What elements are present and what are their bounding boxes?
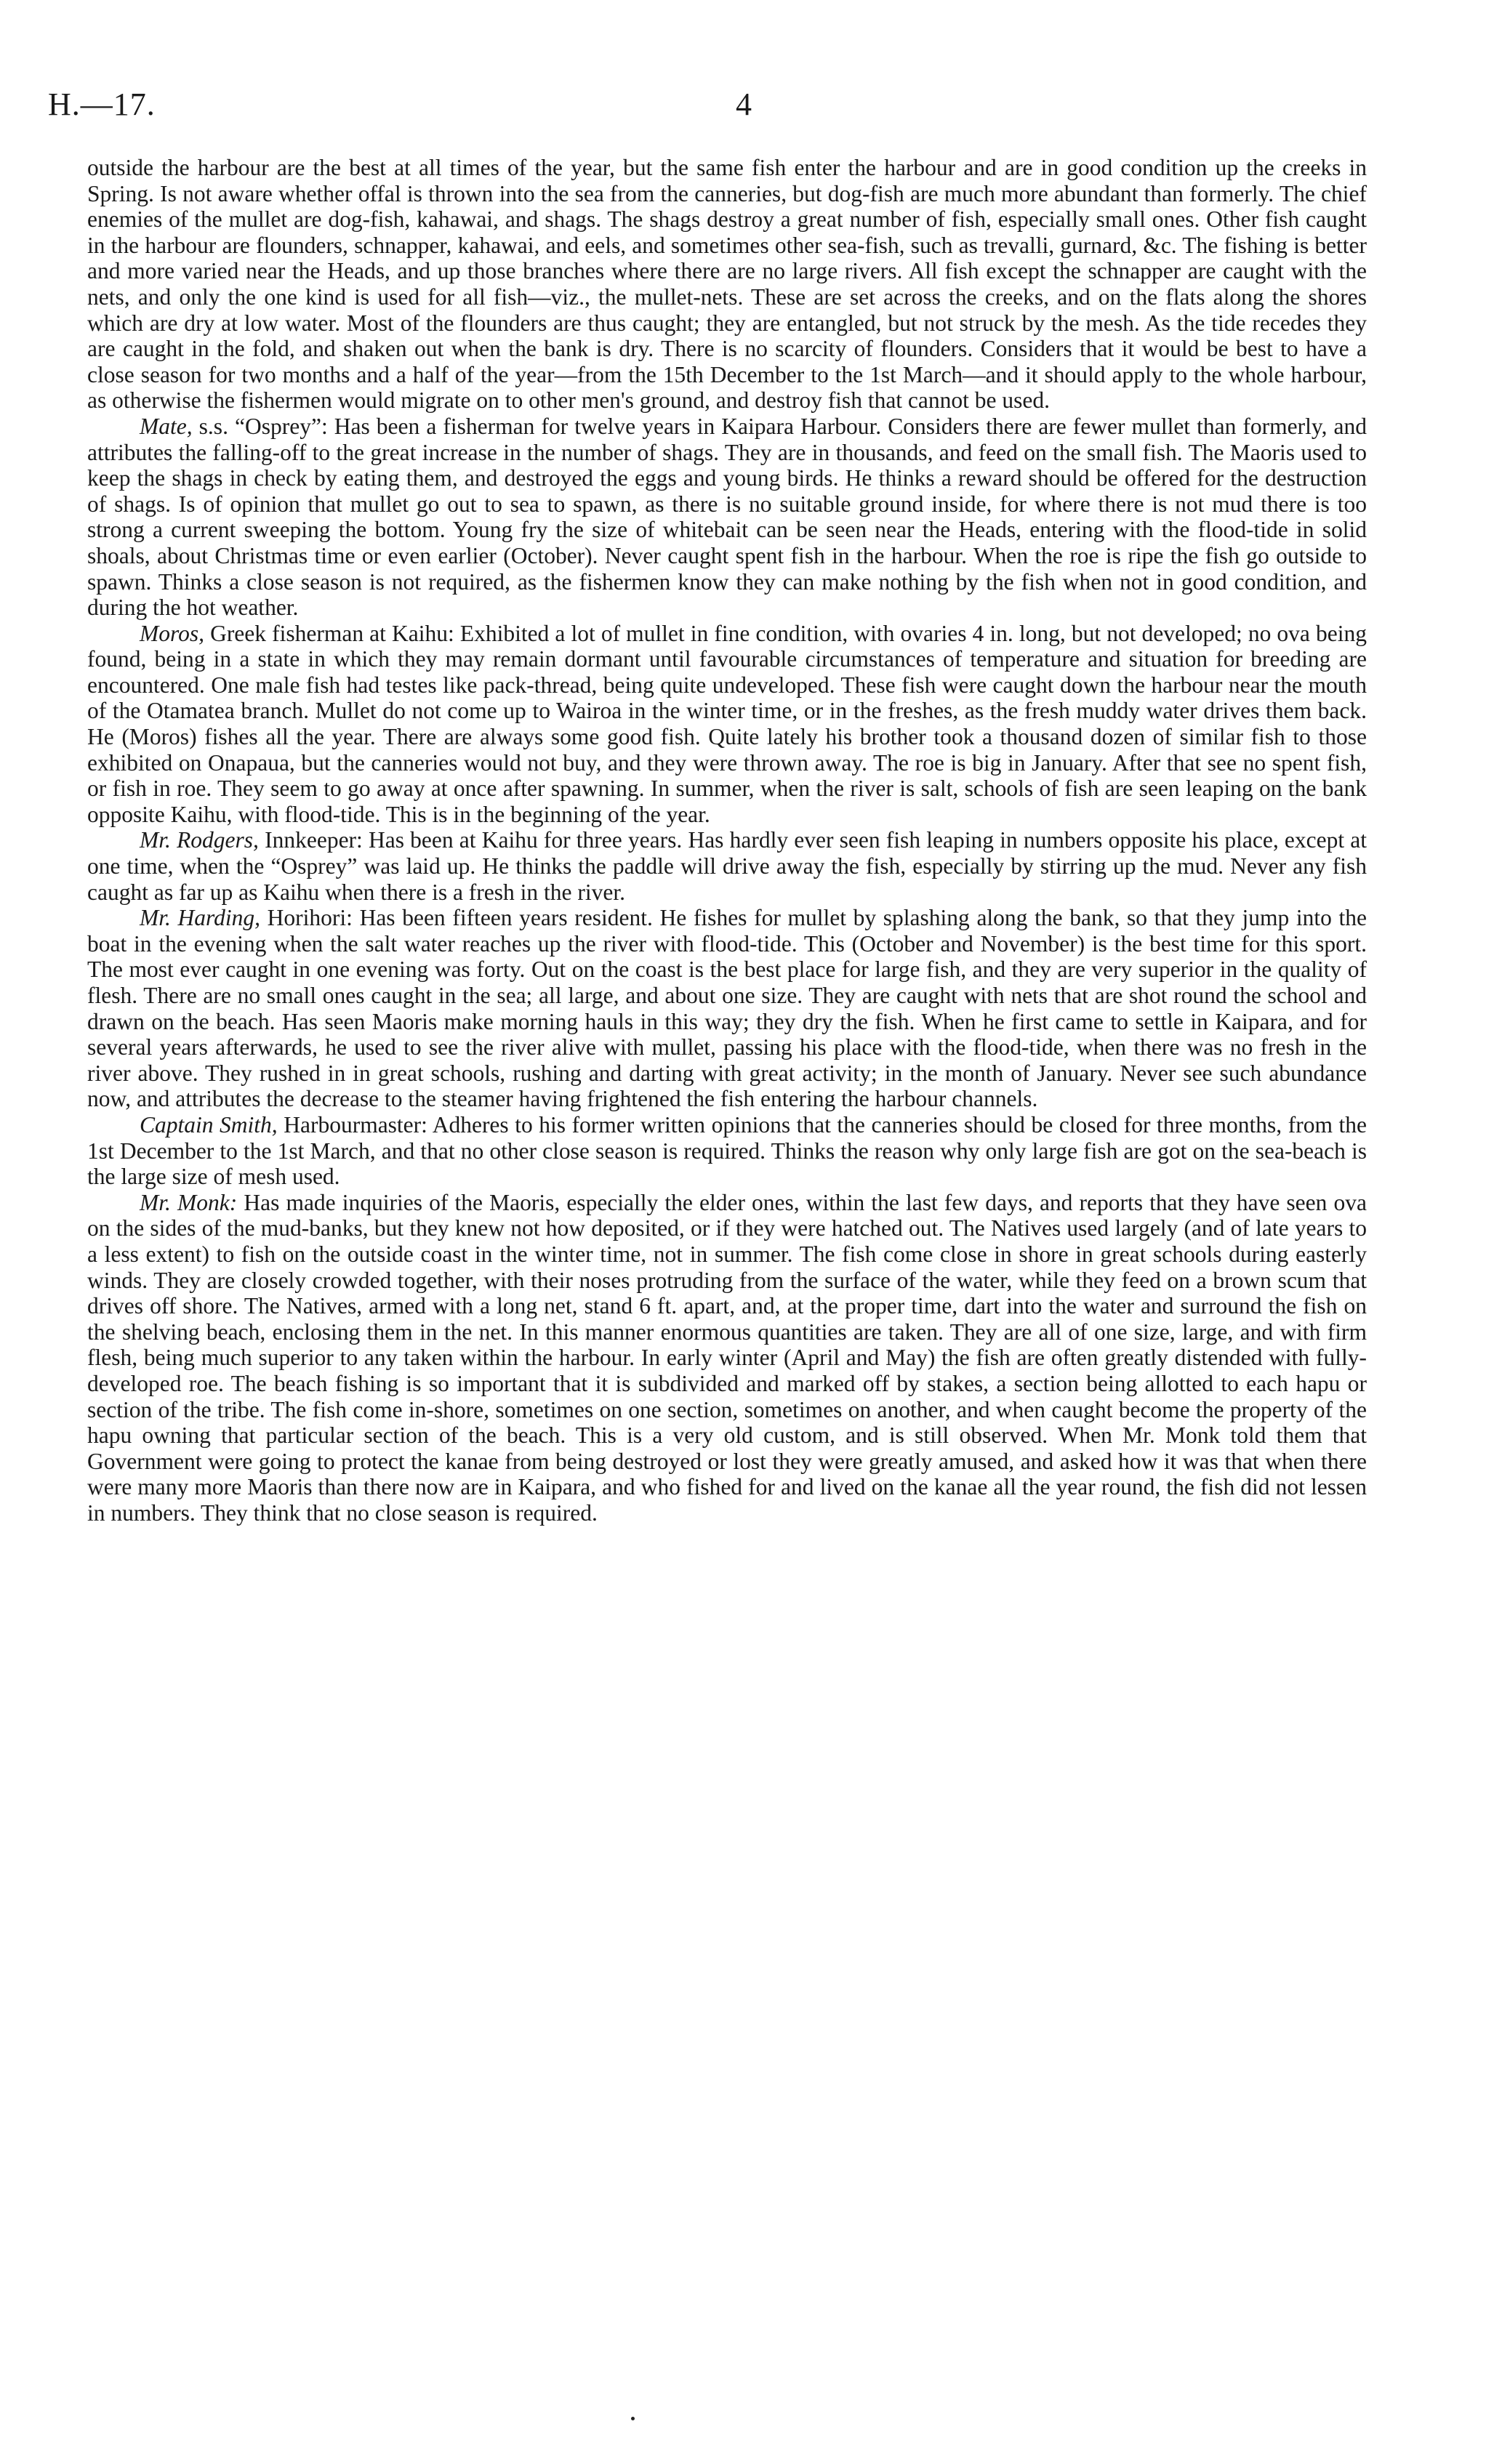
speaker-name: Mr. Monk: — [140, 1189, 238, 1215]
document-reference: H.—17. — [48, 86, 156, 122]
ink-dot — [631, 2417, 635, 2420]
paragraph — [87, 1190, 1367, 1526]
paragraph — [87, 1112, 1367, 1190]
paragraph — [87, 414, 1367, 621]
page-header — [48, 86, 1439, 129]
paragraph-text: Innkeeper: Has been at Kaihu for three years. Has hardly ever seen fish leaping in numbers opposite his place, except at one time, when the “Osprey” was laid up. He thinks the paddle will drive away the fish, especially by stirring up the mud. Never any fish caught as far up as Kaihu when there is a fresh in the river. — [87, 827, 1367, 905]
speaker-name: Mate, — [140, 413, 193, 439]
paragraph — [87, 155, 1367, 414]
paragraph — [87, 827, 1367, 905]
page-number: 4 — [736, 86, 752, 122]
speaker-name: Moros, — [140, 620, 204, 646]
body-text — [87, 155, 1367, 1526]
paragraph — [87, 621, 1367, 828]
paragraph-text: Greek fisherman at Kaihu: Exhibited a lot of mullet in fine condition, with ovaries 4 in. long, but not developed; no ova being found, being in a state in which they may remain dormant until favourable circumstances of temperature and situation for breeding are encountered. One male fish had testes like pack-thread, being quite undeveloped. These fish were caught down the harbour near the mouth of the Otamatea branch. Mullet do not come up to Wairoa in the winter time, or in the freshes, as the fresh muddy water drives them back. He (Moros) fishes all the year. There are always some good fish. Quite lately his brother took a thousand dozen of similar fish to those exhibited on Onapaua, but the canneries would not buy, and they were thrown away. The roe is big in January. After that see no spent fish, or fish in roe. They seem to go away at once after spawning. In summer, when the river is salt, schools of fish are seen leaping on the bank opposite Kaihu, with flood-tide. This is in the beginning of the year. — [87, 620, 1367, 827]
paragraph — [87, 905, 1367, 1112]
paragraph-text: Has made inquiries of the Maoris, especially the elder ones, within the last few days, and reports that they have seen ova on the sides of the mud-banks, but they knew not how deposited, or if they were hatched out. The Natives used largely (and of late years to a less extent) to fish on the outside coast in the winter time, not in summer. The fish come close in shore in great schools during easterly winds. They are closely crowded together, with their noses protruding from the surface of the water, while they feed on a brown scum that drives off shore. The Natives, armed with a long net, stand 6 ft. apart, and, at the proper time, dart into the water and surround the fish on the shelving beach, enclosing them in the net. In this manner enormous quantities are taken. They are all of one size, large, and with firm flesh, being much superior to any taken within the harbour. In early winter (April and May) the fish are often greatly distended with fully-developed roe. The beach fishing is so important that it is subdivided and marked off by stakes, a section being allotted to each hapu or section of the tribe. The fish come in-shore, sometimes on one section, sometimes on another, and when caught become the property of the hapu owning that particular section of the beach. This is a very old custom, and is still observed. When Mr. Monk told them that Government were going to protect the kanae from being destroyed or lost they were greatly amused, and asked how it was that when there were many more Maoris than there now are in Kaipara, and who fished for and lived on the kanae all the year round, the fish did not lessen in numbers. They think that no close season is required. — [87, 1189, 1367, 1526]
paragraph-text: outside the harbour are the best at all times of the year, but the same fish enter the harbour and are in good condition up the creeks in Spring. Is not aware whether offal is thrown into the sea from the canneries, but dog-fish are much more abundant than formerly. The chief enemies of the mullet are dog-fish, kahawai, and shags. The shags destroy a great number of fish, especially small ones. Other fish caught in the harbour are flounders, schnapper, kahawai, and eels, and sometimes other sea-fish, such as trevalli, gurnard, &c. The fishing is better and more varied near the Heads, and up those branches where there are no large rivers. All fish except the schnapper are caught with the nets, and only the one kind is used for all fish—viz., the mullet-nets. These are set across the creeks, and on the flats along the shores which are dry at low water. Most of the flounders are thus caught; they are entangled, but not struck by the mesh. As the tide recedes they are caught in the fold, and shaken out when the bank is dry. There is no scarcity of flounders. Considers that it would be best to have a close season for two months and a half of the year—from the 15th December to the 1st March—and it should apply to the whole harbour, as otherwise the fishermen would migrate on to other men's ground, and destroy fish that cannot be used. — [87, 155, 1367, 414]
paragraph-text: Horihori: Has been fifteen years resident. He fishes for mullet by splashing along the bank, so that they jump into the boat in the evening when the salt water reaches up the river with flood-tide. This (October and November) is the best time for this sport. The most ever caught in one evening was forty. Out on the coast is the best place for large fish, and they are very superior in the quality of flesh. There are no small ones caught in the sea; all large, and about one size. They are caught with nets that are shot round the school and drawn on the beach. Has seen Maoris make morning hauls in this way; they dry the fish. When he first came to settle in Kaipara, and for several years afterwards, he used to see the river alive with mullet, passing his place with the flood-tide, when there was no fresh in the river above. They rushed in in great schools, rushing and darting with great activity; in the month of January. Never see such abundance now, and attributes the decrease to the steamer having frightened the fish entering the harbour channels. — [87, 905, 1367, 1112]
paragraph-text: Harbourmaster: Adheres to his former written opinions that the canneries should be closed for three months, from the 1st December to the 1st March, and that no other close season is required. Thinks the reason why only large fish are got on the sea-beach is the large size of mesh used. — [87, 1111, 1367, 1190]
speaker-name: Captain Smith, — [140, 1111, 278, 1138]
speaker-name: Mr. Harding, — [140, 905, 261, 931]
paragraph-text: s.s. “Osprey”: Has been a fisherman for twelve years in Kaipara Harbour. Considers there are fewer mullet than formerly, and attributes the falling-off to the great increase in the number of shags. They are in thousands, and feed on the small fish. The Maoris used to keep the shags in check by eating them, and destroyed the eggs and young birds. He thinks a reward should be offered for the destruction of shags. Is of opinion that mullet go out to sea to spawn, as there is no suitable ground inside, for where there is not mud there is too strong a current sweeping the bottom. Young fry the size of whitebait can be seen near the Heads, entering with the flood-tide in solid shoals, about Christmas time or even earlier (October). Never caught spent fish in the harbour. When the roe is ripe the fish go outside to spawn. Thinks a close season is not required, as the fishermen know they can make nothing by the fish when not in good condition, and during the hot weather. — [87, 413, 1367, 621]
speaker-name: Mr. Rodgers, — [140, 827, 259, 853]
